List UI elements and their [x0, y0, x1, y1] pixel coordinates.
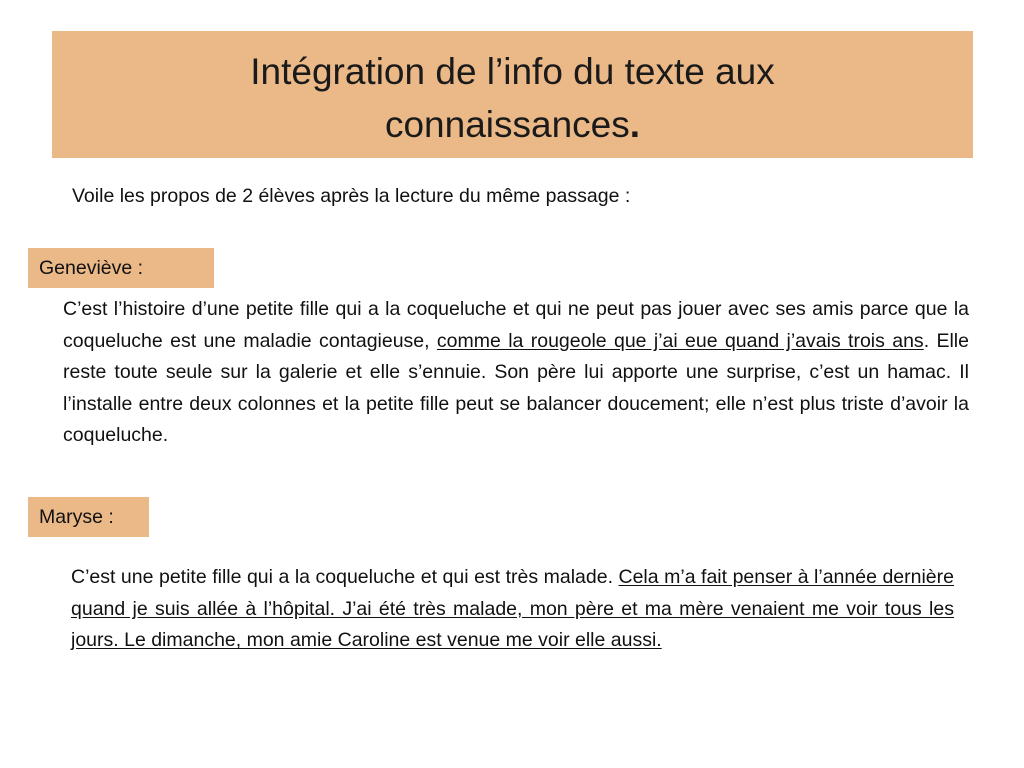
intro-text: Voile les propos de 2 élèves après la lecture du même passage :: [72, 185, 631, 207]
slide-title-end: .: [629, 103, 641, 145]
student-label-genevieve: [28, 248, 214, 288]
text-plain: C’est l’histoire d’une petite fille qui a la coqueluche et qui ne peut pas jouer avec ses amis parce que la coqueluche est une maladie contagieuse,: [63, 298, 969, 352]
student-label-text: Geneviève :: [39, 257, 144, 279]
text-underlined: comme la rougeole que j’ai eue quand j’avais trois ans: [436, 329, 924, 352]
text-underlined: Cela m’a fait penser à l’année dernière quand je suis allée à l’hôpital. J’ai été très malade, mon père et ma mère venaient me voir tous les jours. Le dimanche, mon amie Caroline est venue me voir elle aussi.: [71, 566, 954, 652]
text-plain: . Elle reste toute seule sur la galerie et elle s’ennuie. Son père lui apporte une surprise, c’est un hamac. Il l’installe entre deux colonnes et la petite fille peut se balancer doucement; elle n’est plus triste d’avoir la coqueluche.: [63, 329, 969, 447]
slide-title: [143, 39, 883, 151]
slide-title-main: Intégration de l’info du texte aux connaissances: [250, 50, 775, 145]
student-text-genevieve: [63, 294, 969, 452]
title-banner: [52, 31, 973, 158]
text-plain: C’est une petite fille qui a la coqueluche et qui est très malade.: [71, 566, 619, 588]
student-text-maryse: [71, 562, 954, 657]
student-label-text: Maryse :: [39, 506, 114, 528]
student-label-maryse: [28, 497, 149, 537]
